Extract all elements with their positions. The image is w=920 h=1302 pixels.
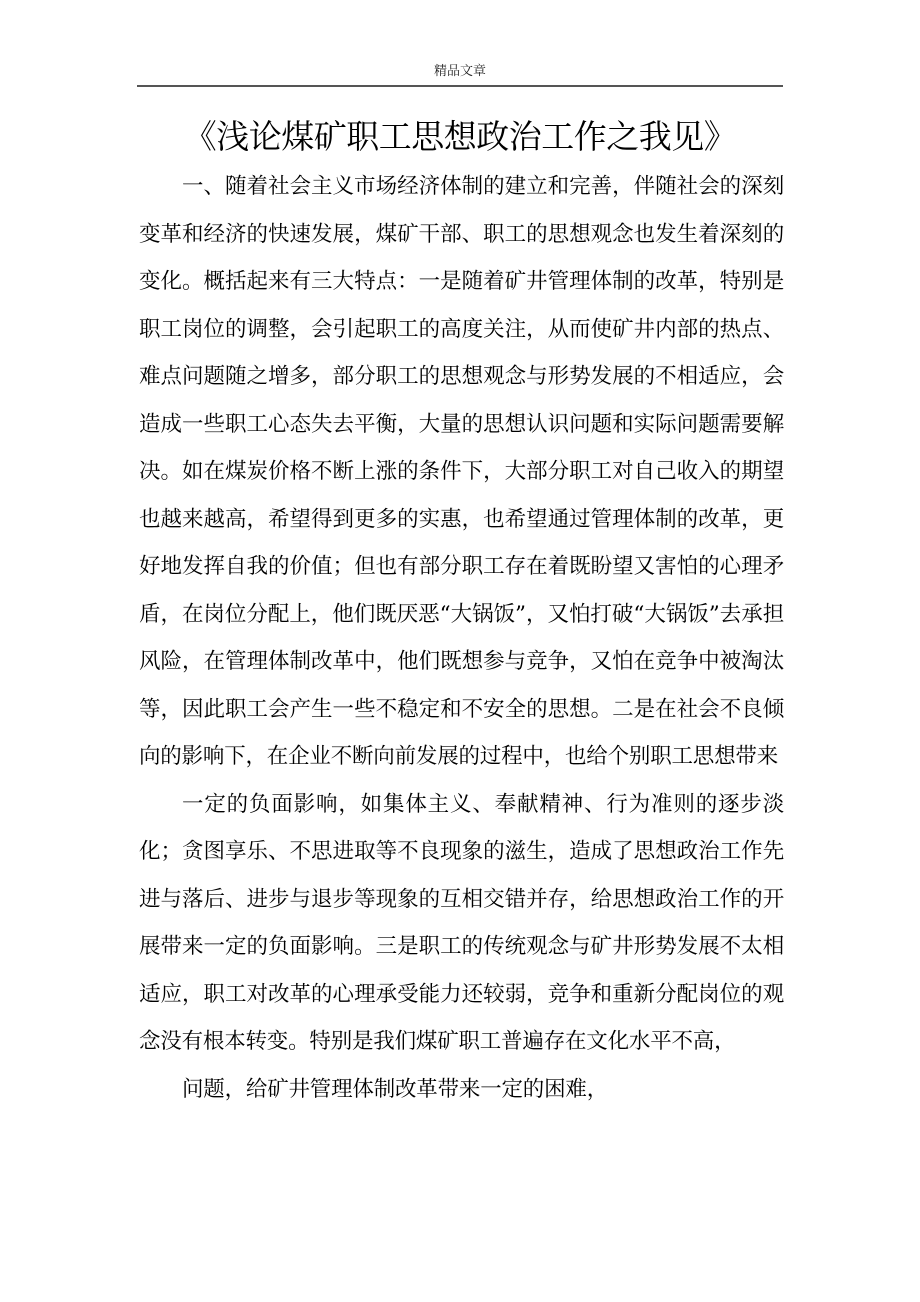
document-title: 《浅论煤矿职工思想政治工作之我见》 [183,117,737,156]
page-header-label: 精品文章 [433,64,486,79]
document-body [139,163,784,1113]
paragraph-2: 一定的负面影响，如集体主义、奉献精神、行为准则的逐步淡化；贪图享乐、不思进取等不良现象的滋生，造成了思想政治工作先进与落后、进步与退步等现象的互相交错并存，给思想政治工作的开展带来一定的负面影响。三是职工的传统观念与矿井形势发展不太相适应，职工对改革的心理承受能力还较弱，竞争和重新分配岗位的观念没有根本转变。特别是我们煤矿职工普遍存在文化水平不高， [139,791,784,1054]
paragraph-3: 问题，给矿井管理体制改革带来一定的困难， [182,1076,609,1102]
paragraph-1: 一、随着社会主义市场经济体制的建立和完善，伴随社会的深刻变革和经济的快速发展，煤矿干部、职工的思想观念也发生着深刻的变化。概括起来有三大特点：一是随着矿井管理体制的改革，特别是职工岗位的调整，会引起职工的高度关注，从而使矿井内部的热点、难点问题随之增多，部分职工的思想观念与形势发展的不相适应，会造成一些职工心态失去平衡，大量的思想认识问题和实际问题需要解决。如在煤炭价格不断上涨的条件下，大部分职工对自己收入的期望也越来越高，希望得到更多的实惠，也希望通过管理体制的改革，更好地发挥自我的价值；但也有部分职工存在着既盼望又害怕的心理矛盾，在岗位分配上，他们既厌恶“大锅饭”，又怕打破“大锅饭”去承担风险，在管理体制改革中，他们既想参与竞争，又怕在竞争中被淘汰等，因此职工会产生一些不稳定和不安全的思想。二是在社会不良倾向的影响下，在企业不断向前发展的过程中，也给个别职工思想带来 [139,174,784,769]
header-divider [137,85,783,87]
